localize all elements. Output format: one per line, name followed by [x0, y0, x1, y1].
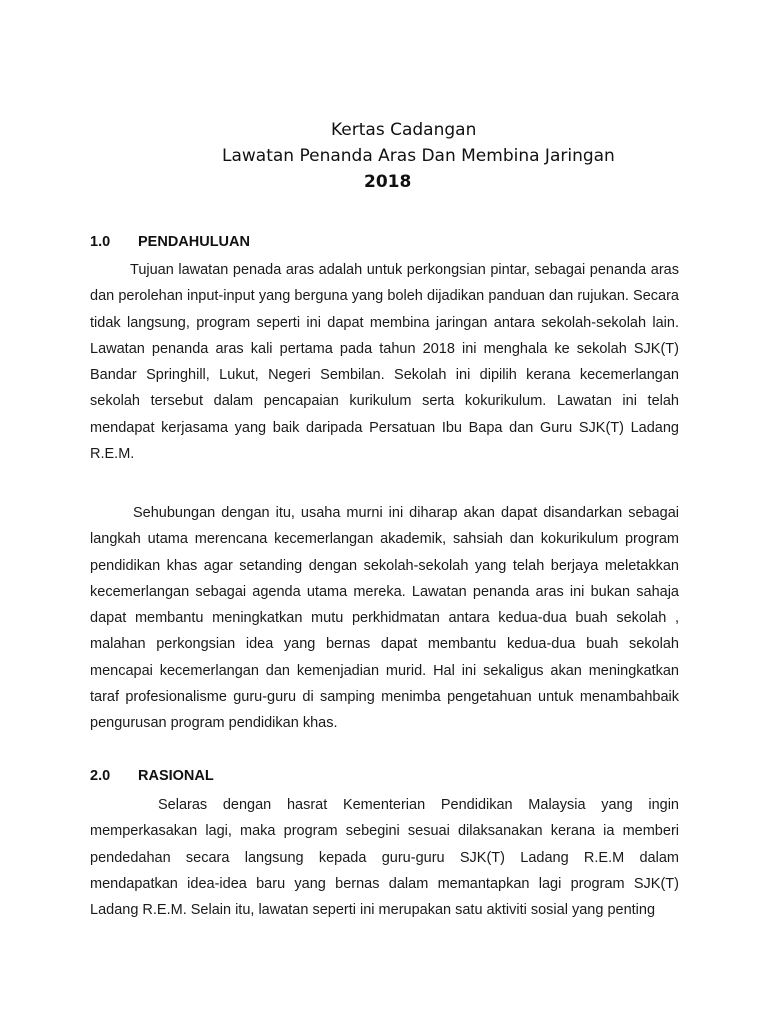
document-year: 2018	[364, 172, 412, 192]
paragraph: Selaras dengan hasrat Kementerian Pendidikan Malaysia yang ingin memperkasakan lagi, maka program sebegini sesuai dilaksanakan kerana ia memberi pendedahan secara langsung kepada guru-guru SJK(T) Ladang R.E.M dalam mendapatkan idea-idea baru yang bernas dalam memantapkan lagi program SJK(T) Ladang R.E.M. Selain itu, lawatan seperti ini merupakan satu aktiviti sosial yang penting	[90, 797, 679, 919]
paragraph: Sehubungan dengan itu, usaha murni ini diharap akan dapat disandarkan sebagai langkah utama merencana kecemerlangan akademik, sahsiah dan kokurikulum program pendidikan khas agar setanding dengan sekolah-sekolah yang telah berjaya meletakkan kecemerlangan sebagai agenda utama mereka. Lawatan penanda aras ini bukan sahaja dapat membantu meningkatkan mutu perkhidmatan antara kedua-dua buah sekolah , malahan perkongsian idea yang bernas dapat membantu kedua-dua buah sekolah mencapai kecemerlangan dan kemenjadian murid. Hal ini sekaligus akan meningkatkan taraf profesionalisme guru-guru di samping menimba pengetahuan untuk menambahbaik pengurusan program pendidikan khas.	[90, 505, 679, 732]
document-subtitle: Lawatan Penanda Aras Dan Membina Jaringan	[222, 146, 615, 166]
section-heading-pendahuluan	[90, 234, 250, 250]
section-title: RASIONAL	[138, 768, 214, 784]
paragraph: Tujuan lawatan penada aras adalah untuk perkongsian pintar, sebagai penanda aras dan perolehan input-input yang berguna yang boleh dijadikan panduan dan rujukan. Secara tidak langsung, program seperti ini dapat membina jaringan antara sekolah-sekolah lain. Lawatan penanda aras kali pertama pada tahun 2018 ini menghala ke sekolah SJK(T) Bandar Springhill, Lukut, Negeri Sembilan. Sekolah ini dipilih kerana kecemerlangan sekolah tersebut dalam pencapaian kurikulum serta kokurikulum. Lawatan ini telah mendapat kerjasama yang baik daripada Persatuan Ibu Bapa dan Guru SJK(T) Ladang R.E.M.	[90, 262, 679, 463]
section-number: 2.0	[90, 768, 111, 784]
section-title: PENDAHULUAN	[138, 234, 250, 250]
document-title: Kertas Cadangan	[331, 120, 477, 140]
section-number: 1.0	[90, 234, 111, 250]
section-heading-rasional	[90, 768, 214, 784]
